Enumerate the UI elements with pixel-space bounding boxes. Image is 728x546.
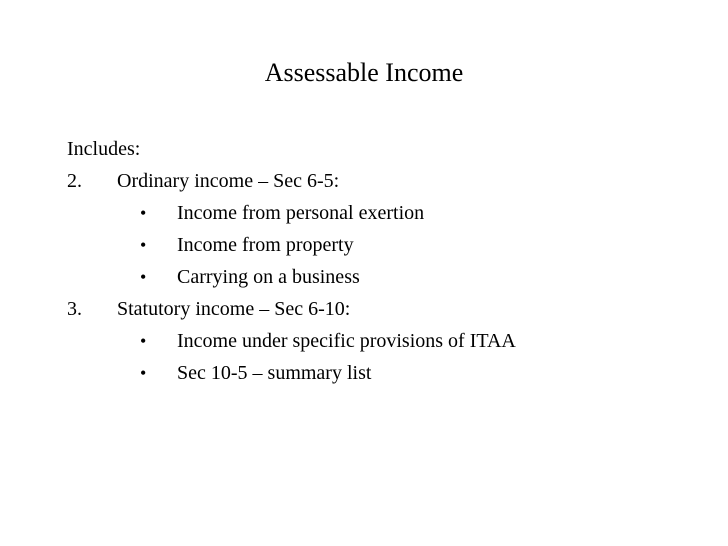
bullet-icon: • xyxy=(140,235,147,255)
subitem-text: Sec 10-5 – summary list xyxy=(177,362,372,384)
slide-title: Assessable Income xyxy=(264,58,464,87)
subitem-text: Income from personal exertion xyxy=(177,202,425,224)
subitem-text: Income under specific provisions of ITAA xyxy=(177,330,516,352)
item-text: Ordinary income – Sec 6-5: xyxy=(117,170,340,192)
item-text: Statutory income – Sec 6-10: xyxy=(117,298,351,320)
bullet-icon: • xyxy=(140,363,147,383)
bullet-icon: • xyxy=(140,203,147,223)
intro-text: Includes: xyxy=(67,138,141,160)
item-number: 3. xyxy=(67,298,82,320)
item-number: 2. xyxy=(67,170,82,192)
bullet-icon: • xyxy=(140,267,147,287)
bullet-icon: • xyxy=(140,331,147,351)
subitem-text: Income from property xyxy=(177,234,354,256)
subitem-text: Carrying on a business xyxy=(177,266,360,288)
